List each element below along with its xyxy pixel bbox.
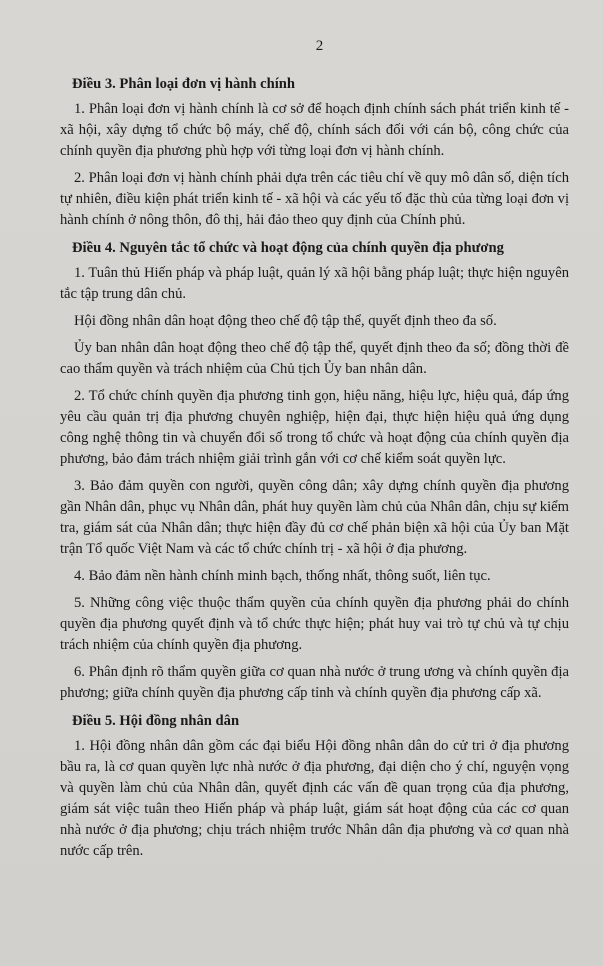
paragraph: 6. Phân định rõ thẩm quyền giữa cơ quan nhà nước ở trung ương và chính quyền địa phương; giữa chính quyền địa phương cấp tỉnh và chính quyền địa phương cấp xã. (60, 664, 569, 701)
paragraph: 1. Tuân thủ Hiến pháp và pháp luật, quản lý xã hội bằng pháp luật; thực hiện nguyên tắc tập trung dân chủ. (60, 265, 569, 302)
paragraph: 1. Hội đồng nhân dân gồm các đại biểu Hội đồng nhân dân do cử tri ở địa phương bầu ra, là cơ quan quyền lực nhà nước ở địa phương, đại diện cho ý chí, nguyện vọng và quyền làm chủ của Nhân dân, quyết định các vấn đề quan trọng của địa phương, giám sát việc tuân theo Hiến pháp và pháp luật, giám sát hoạt động của các cơ quan nhà nước ở địa phương; chịu trách nhiệm trước Nhân dân địa phương và cơ quan nhà nước cấp trên. (60, 738, 569, 859)
paragraph: 2. Tổ chức chính quyền địa phương tinh gọn, hiệu năng, hiệu lực, hiệu quả, đáp ứng yêu cầu quản trị địa phương chuyên nghiệp, hiện đại, thực hiện hiệu quả ứng dụng công nghệ thông tin và chuyển đổi số trong tổ chức và hoạt động của chính quyền địa phương, bảo đảm trách nhiệm giải trình gắn với cơ chế kiểm soát quyền lực. (60, 388, 569, 467)
paragraph: Hội đồng nhân dân hoạt động theo chế độ tập thể, quyết định theo đa số. (74, 313, 497, 329)
page-number: 2 (315, 38, 324, 54)
paragraph: 5. Những công việc thuộc thẩm quyền của chính quyền địa phương phải do chính quyền địa phương quyết định và tổ chức thực hiện; phát huy vai trò tự chủ và tự chịu trách nhiệm của chính quyền địa phương. (60, 595, 569, 653)
article-3 (60, 73, 569, 231)
paragraph: 3. Bảo đảm quyền con người, quyền công dân; xây dựng chính quyền địa phương gần Nhân dân, phục vụ Nhân dân, phát huy quyền làm chủ của Nhân dân, chịu sự kiểm tra, giám sát của Nhân dân; thực hiện đầy đủ cơ chế phản biện xã hội của Ủy ban Mặt trận Tổ quốc Việt Nam và các tổ chức chính trị - xã hội ở địa phương. (60, 478, 569, 557)
paragraph: Ủy ban nhân dân hoạt động theo chế độ tập thể, quyết định theo đa số; đồng thời đề cao thẩm quyền và trách nhiệm của Chủ tịch Ủy ban nhân dân. (60, 340, 569, 377)
paragraph: 1. Phân loại đơn vị hành chính là cơ sở để hoạch định chính sách phát triển kinh tế - xã hội, xây dựng tổ chức bộ máy, chế độ, chính sách đối với cán bộ, công chức của chính quyền địa phương phù hợp với từng loại đơn vị hành chính. (60, 101, 569, 159)
article-heading: Điều 3. Phân loại đơn vị hành chính (72, 76, 296, 92)
article-5 (60, 710, 569, 862)
article-4 (60, 237, 569, 704)
paragraph: 2. Phân loại đơn vị hành chính phải dựa trên các tiêu chí về quy mô dân số, diện tích tự nhiên, điều kiện phát triển kinh tế - xã hội và các yếu tố đặc thù của từng loại đơn vị hành chính ở nông thôn, đô thị, hải đảo theo quy định của Chính phủ. (60, 170, 569, 228)
article-heading: Điều 4. Nguyên tắc tổ chức và hoạt động của chính quyền địa phương (72, 240, 504, 256)
paragraph: 4. Bảo đảm nền hành chính minh bạch, thống nhất, thông suốt, liên tục. (74, 568, 491, 584)
article-heading: Điều 5. Hội đồng nhân dân (72, 713, 240, 729)
